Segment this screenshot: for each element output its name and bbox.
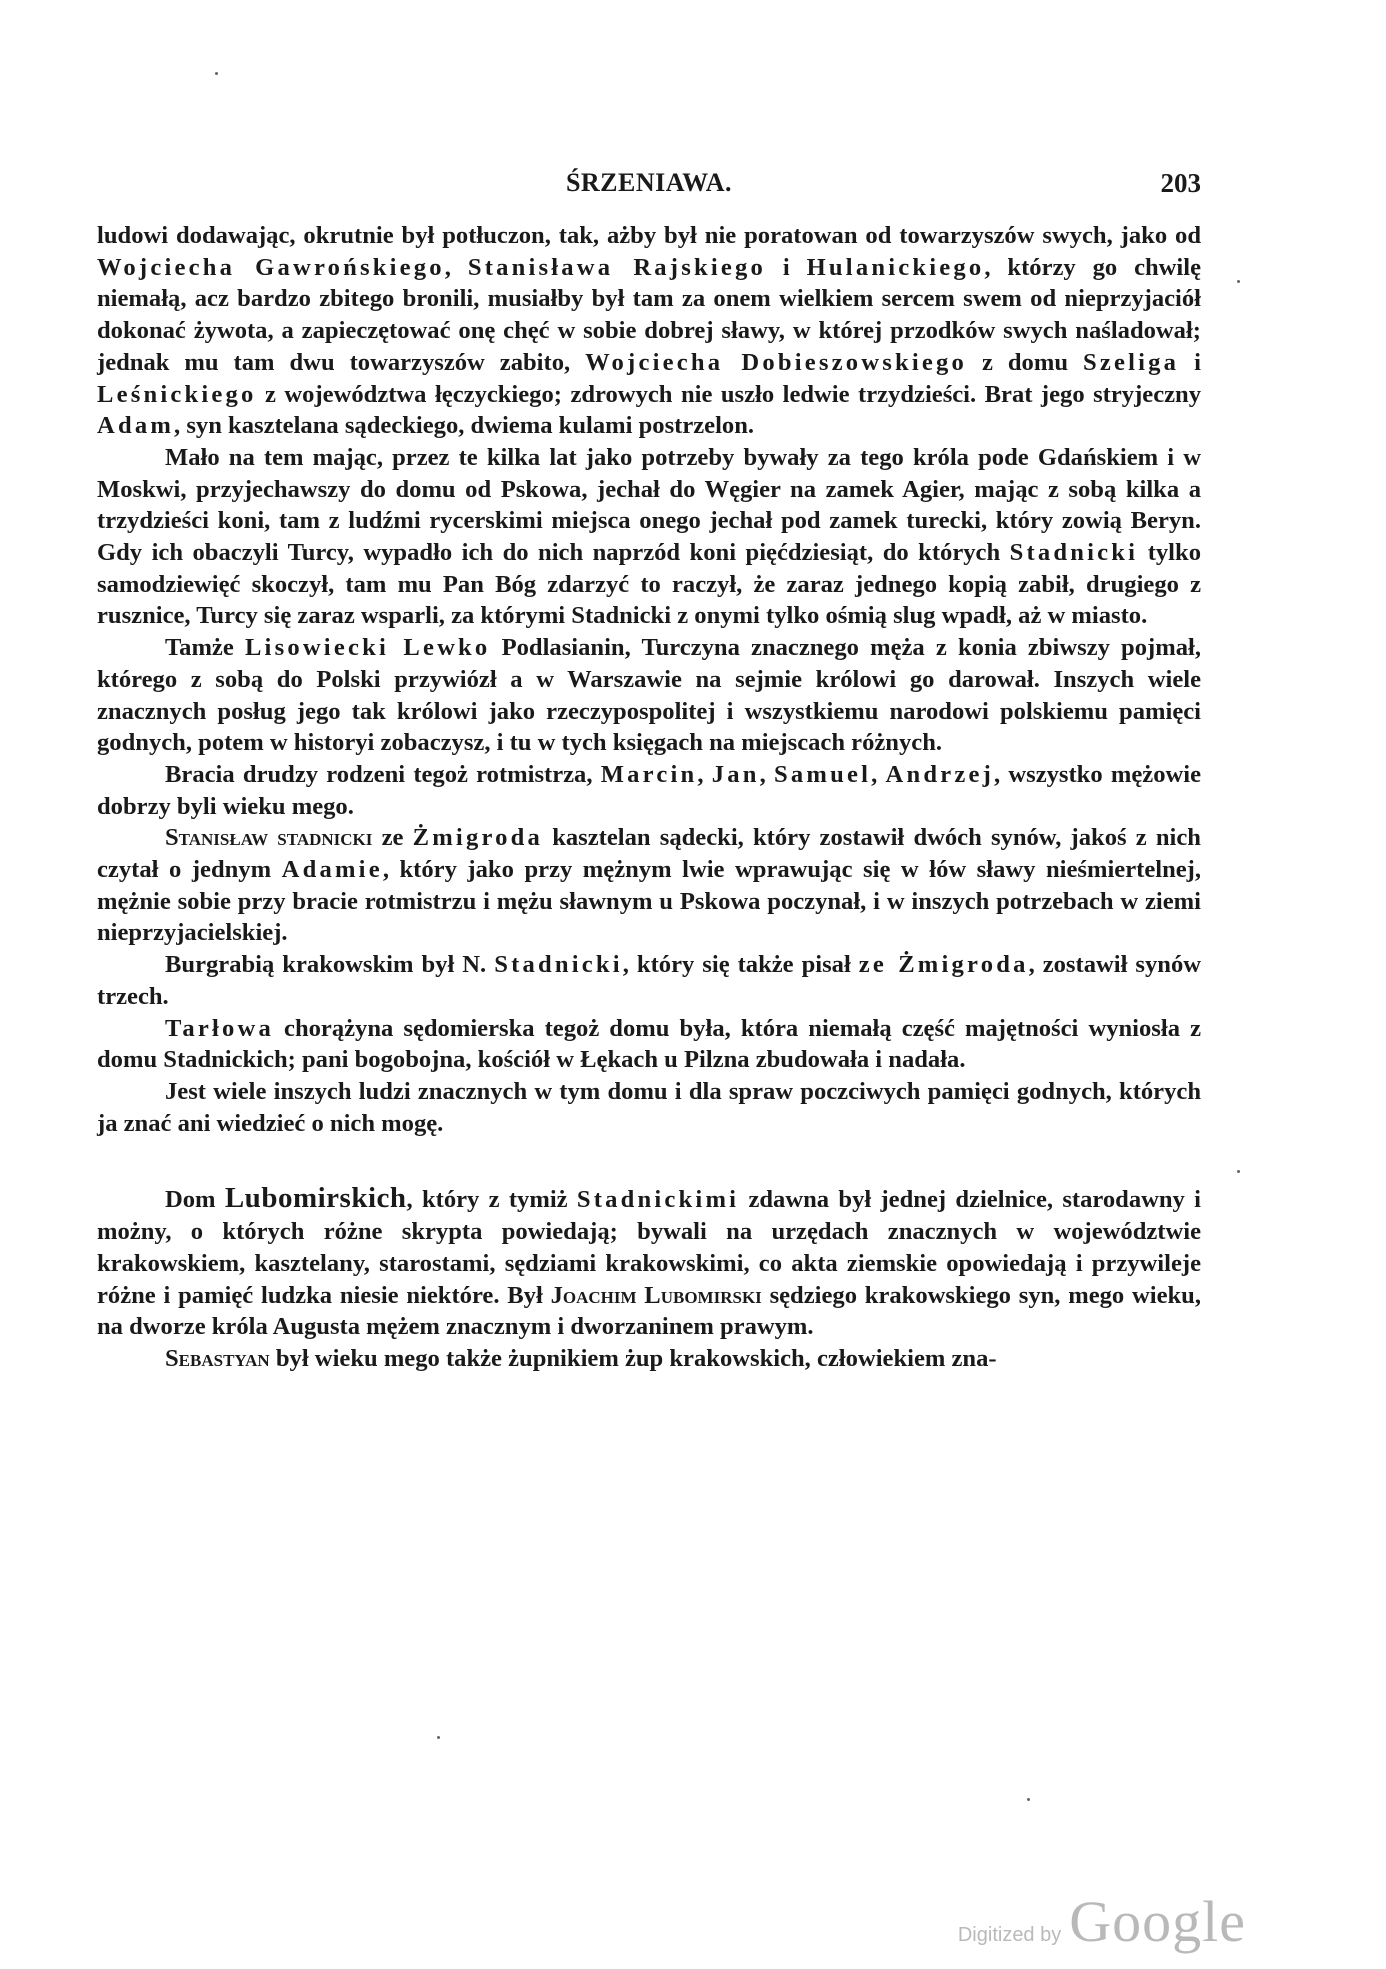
scan-speck xyxy=(437,1736,440,1739)
paragraph-1: ludowi dodawając, okrutnie był potłuczon, tak, ażby był nie poratowan od towarzyszów swych, jako od Wojciecha Gawrońskiego, Stanisława Rajskiego i Hulanickiego, którzy go chwilę niemałą, acz bardzo zbitego bronili, musiałby był tam za onem wielkiem sercem swem od nieprzyjaciół dokonać żywota, a zapieczętować onę chęć w sobie dobrej sławy, w której przodków swych naśladował; jednak mu tam dwu towarzyszów zabito, Wojciecha Dobieszowskiego z domu Szeliga i Leśnickiego z województwa łęczyckiego; zdrowych nie uszło ledwie trzydzieści. Brat jego stryjeczny Adam, syn kasztelana sądeckiego, dwiema kulami postrzelon. xyxy=(97,222,1202,440)
name-samuel: Samuel xyxy=(774,760,872,788)
name-wojciech-gawronski: Wojciecha Gawrońskiego xyxy=(97,253,445,281)
name-stadnicki-burgrave: Stadnicki xyxy=(494,951,623,979)
scan-speck xyxy=(1237,1170,1240,1173)
name-szeliga: Szeliga xyxy=(1082,348,1180,376)
name-andrzej: Andrzej xyxy=(885,760,994,788)
paragraph-8: Jest wiele inszych ludzi znacznych w tym domu i dla spraw poczciwych pamięci godnych, których ja znać ani wiedzieć o nich mogę. xyxy=(97,1077,1201,1137)
paragraph-5: Stanisław stadnicki ze Żmigroda kasztelan sądecki, który zostawił dwóch synów, jakoś z nich czytał o jednym Adamie, który jako przy mężnym lwie wprawując się w łów sławy nieśmiertelnej, mężnie sobie przy bracie rotmistrzu i mężu sławnym u Pskowa poczynał, i w inszych potrzebach w ziemi nieprzyjacielskiej. xyxy=(97,824,1201,947)
body-text xyxy=(97,220,1201,1375)
paragraph-4: Bracia drudzy rodzeni tegoż rotmistrza, Marcin, Jan, Samuel, Andrzej, wszystko mężowie dobrzy byli wieku mego. xyxy=(97,760,1202,820)
google-logo: Google xyxy=(1069,1889,1246,1954)
watermark-small-text: Digitized by xyxy=(957,1924,1062,1946)
place-ze-zmigroda: ze Żmigroda xyxy=(858,951,1029,979)
scan-speck xyxy=(215,72,218,75)
paragraph-6: Burgrabią krakowskim był N. Stadnicki, który się także pisał ze Żmigroda, zostawił synów trzech. xyxy=(97,951,1202,1010)
name-joachim-lubomirski: Joachim Lubomirski xyxy=(550,1281,762,1309)
paragraph-3: Tamże Lisowiecki Lewko Podlasianin, Turczyna znacznego męża z konia zbiwszy pojmał, którego z sobą do Polski przywiózł a w Warszawie na sejmie królowi go darował. Inszych wiele znacznych posług jego tak królowi jako rzeczypospolitej i wszystkiemu narodowi polskiemu pamięci godnych, potem w historyi zobaczysz, i tu w tych księgach na miejscach różnych. xyxy=(97,634,1201,757)
name-jan: Jan xyxy=(711,760,760,788)
name-stadnickimi: Stadnickimi xyxy=(576,1186,740,1214)
name-hulanicki: Hulanickiego xyxy=(806,253,985,281)
name-stanislaw-stadnicki: Stanisław stadnicki xyxy=(165,824,373,852)
scan-speck xyxy=(1027,1798,1030,1801)
name-adamie: Adamie xyxy=(281,856,383,884)
running-head: ŚRZENIAWA. xyxy=(565,168,733,197)
paragraph-9: Dom Lubomirskich, który z tymiż Stadnickimi zdawna był jednej dzielnice, starodawny i możny, o których różne skrypta powiedają; bywali na urzędach znacznych w województwie krakowskiem, kasztelany, starostami, sędziami krakowskimi, co akta ziemskie opowiedają i przywileje różne i pamięć ludzka niesie niektóre. Był Joachim Lubomirski sędziego krakowskiego syn, mego wieku, na dworze króla Augusta mężem znacznym i dworzaninem prawym. xyxy=(97,1182,1201,1341)
name-wojciech-dobieszowski: Wojciecha Dobieszowskiego xyxy=(585,348,967,376)
place-zmigrod: Żmigroda xyxy=(412,824,543,852)
name-lesnicki: Leśnickiego xyxy=(97,380,257,408)
name-adam: Adam xyxy=(97,412,175,440)
name-stanislaw-rajski: Stanisława Rajskiego xyxy=(467,253,766,281)
name-sebastyan: Sebastyan xyxy=(165,1344,270,1372)
name-tarlowa: Tarłowa xyxy=(165,1014,274,1042)
page-number: 203 xyxy=(1160,168,1201,198)
digitized-by-google-watermark xyxy=(958,1888,1246,1955)
house-lubomirskich: Lubomirskich xyxy=(224,1182,407,1215)
page-header xyxy=(97,168,1201,208)
name-stadnicki: Stadnicki xyxy=(1009,539,1139,567)
name-lisowiecki-lewko: Lisowiecki Lewko xyxy=(244,634,491,662)
paragraph-2: Mało na tem mając, przez te kilka lat jako potrzeby bywały za tego króla pode Gdańskiem i w Moskwi, przyjechawszy do domu od Pskowa, jechał do Węgier na zamek Agier, mając z sobą kilka a trzydzieści koni, tam z ludźmi rycerskimi miejsca onego jechał pod zamek turecki, który zowią Beryn. Gdy ich obaczyli Turcy, wypadło ich do nich naprzód koni pięćdziesiąt, do których Stadnicki tylko samodziewięć skoczył, tam mu Pan Bóg zdarzyć to raczył, że zaraz jednego kopią zabił, drugiego z rusznice, Turcy się zaraz wsparli, za którymi Stadnicki z onymi tylko ośmią slug wpadł, aż w miasto. xyxy=(97,443,1201,630)
paragraph-7: Tarłowa chorążyna sędomierska tegoż domu była, która niemałą część majętności wyniosła z domu Stadnickich; pani bogobojna, kościół w Łękach u Pilzna zbudowała i nadała. xyxy=(97,1014,1201,1074)
name-marcin: Marcin xyxy=(600,760,698,788)
scan-speck xyxy=(1237,280,1240,283)
paragraph-10: Sebastyan był wieku mego także żupnikiem żup krakowskich, człowiekiem zna- xyxy=(165,1344,997,1372)
